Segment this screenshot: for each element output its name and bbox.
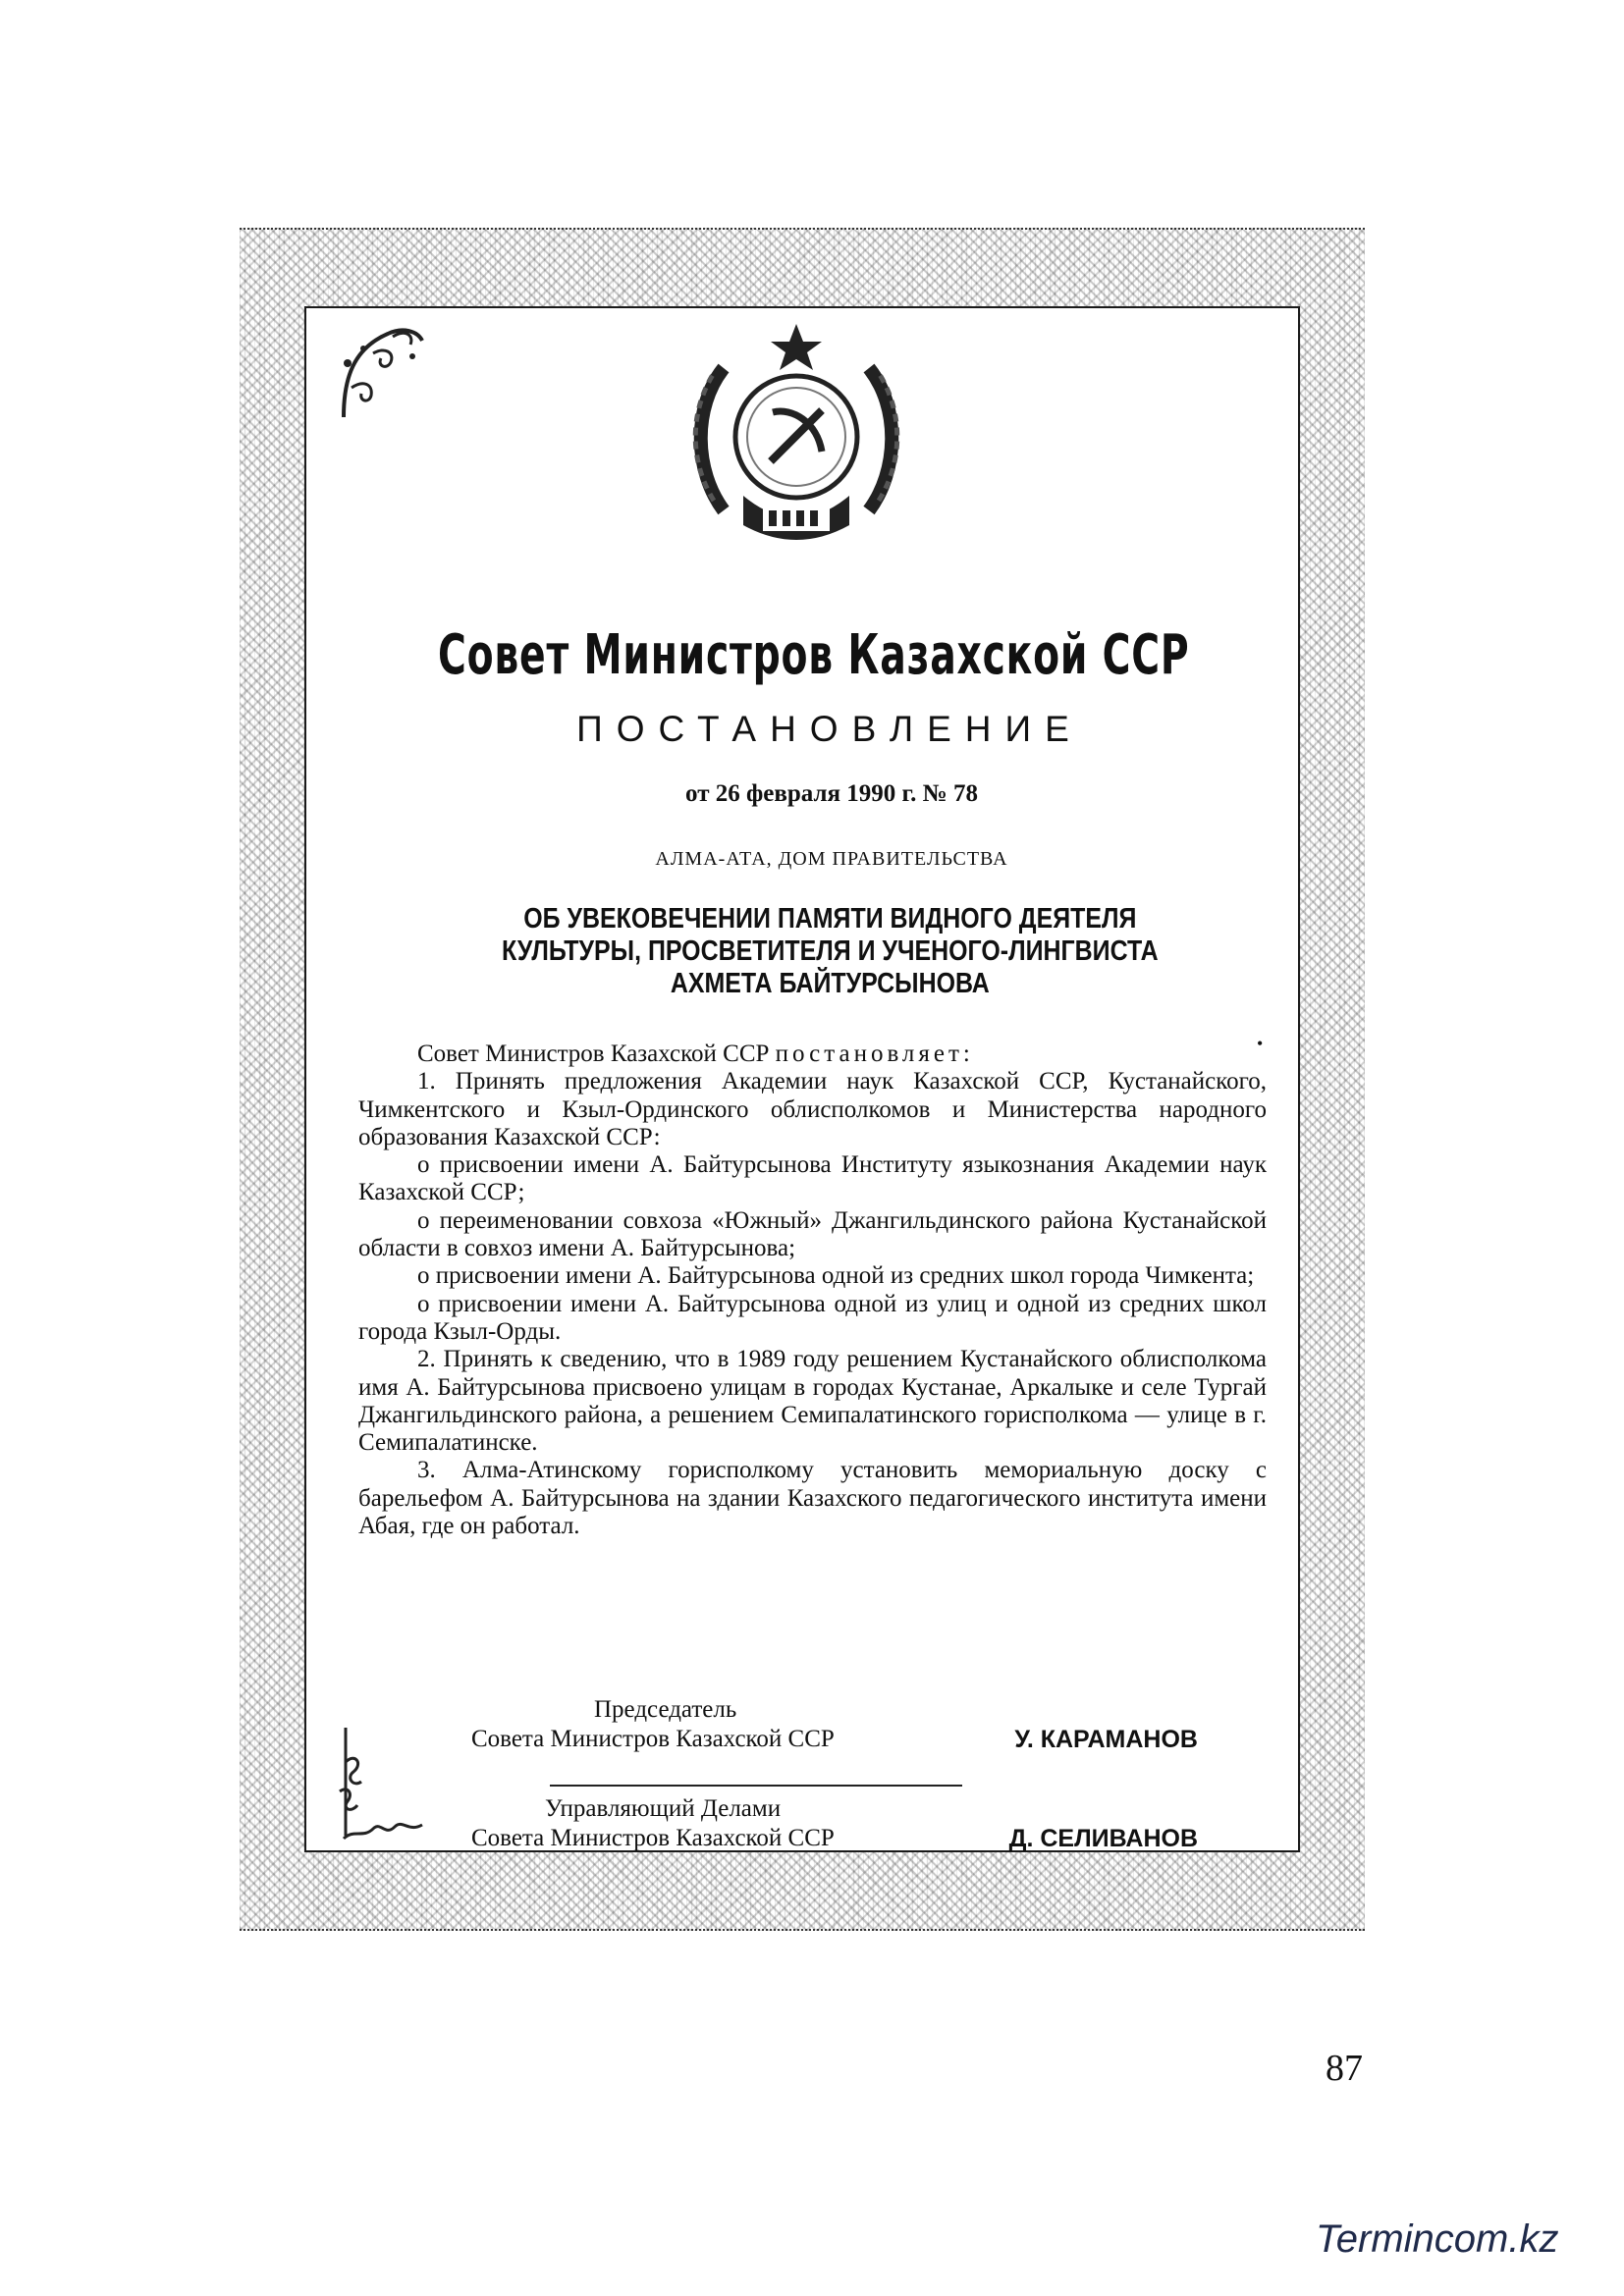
signature-org: Совета Министров Казахской ССР xyxy=(471,1825,835,1851)
document-place: АЛМА-АТА, ДОМ ПРАВИТЕЛЬСТВА xyxy=(655,848,1008,870)
resolution-body xyxy=(358,1041,1267,1540)
signature-divider xyxy=(550,1785,962,1787)
termincom-logo xyxy=(1314,2209,1608,2268)
signature-name: Д. СЕЛИВАНОВ xyxy=(1008,1825,1198,1852)
signature-role: Председатель xyxy=(594,1696,737,1723)
heading-line: ОБ УВЕКОВЕЧЕНИИ ПАМЯТИ ВИДНОГО ДЕЯТЕЛЯ xyxy=(523,903,1137,934)
paragraph: о присвоении имени А. Байтурсынова одной из средних школ города Чимкента; xyxy=(417,1262,1255,1290)
document-date: от 26 февраля 1990 г. № 78 xyxy=(685,780,978,807)
signature-role: Управляющий Делами xyxy=(545,1795,782,1822)
paragraph: 3. Алма-Атинскому горисполкому установить мемориальную доску с барельефом А. Байтурсынова на здании Казахского педагогического института имени Абая, где он работал. xyxy=(358,1457,1267,1540)
page-number: 87 xyxy=(1326,2048,1363,2089)
signature-block-chairman xyxy=(422,1695,1198,1754)
state-emblem-icon xyxy=(684,314,908,560)
document-heading xyxy=(115,903,1529,1000)
heading-line: КУЛЬТУРЫ, ПРОСВЕТИТЕЛЯ И УЧЕНОГО-ЛИНГВИСТА xyxy=(501,935,1159,967)
paragraph: 1. Принять предложения Академии наук Казахской ССР, Кустанайского, Чимкентского и Кзыл-Ординского облисполкомов и Министерства народного образования Казахской ССР: xyxy=(358,1068,1267,1150)
svg-text:Termincom.kz: Termincom.kz xyxy=(1316,2217,1559,2261)
intro-text: Совет Министров Казахской ССР xyxy=(417,1041,770,1067)
side-mark: • xyxy=(1257,1034,1264,1053)
handwritten-mark-icon xyxy=(334,1723,442,1850)
intro-verb: постановляет: xyxy=(775,1041,974,1067)
signature-block-manager xyxy=(422,1794,1198,1853)
paragraph: о переименовании совхоза «Южный» Джангильдинского района Кустанайской области в совхоз имени А. Байтурсынова; xyxy=(358,1206,1267,1262)
intro-line xyxy=(358,1041,1267,1068)
paragraph: о присвоении имени А. Байтурсынова Институту языкознания Академии наук Казахской ССР; xyxy=(358,1151,1267,1206)
heading-line: АХМЕТА БАЙТУРСЫНОВА xyxy=(670,968,990,999)
issuer-title: Совет Министров Казахской ССР xyxy=(438,623,1190,687)
corner-ornament-icon xyxy=(334,319,432,427)
signature-name: У. КАРАМАНОВ xyxy=(1014,1726,1198,1753)
document-type: ПОСТАНОВЛЕНИЕ xyxy=(576,709,1083,749)
paragraph: 2. Принять к сведению, что в 1989 году решением Кустанайского облисполкома имя А. Байтурсынова присвоено улицам в городах Кустанае, Аркалыке и селе Тургай Джангильдинского района, а решением Семипалатинского горисполкома — улице в г. Семипалатинске. xyxy=(358,1346,1267,1457)
signature-org: Совета Министров Казахской ССР xyxy=(471,1726,835,1752)
paragraph: о присвоении имени А. Байтурсынова одной из улиц и одной из средних школ города Кзыл-Орды. xyxy=(358,1290,1267,1345)
